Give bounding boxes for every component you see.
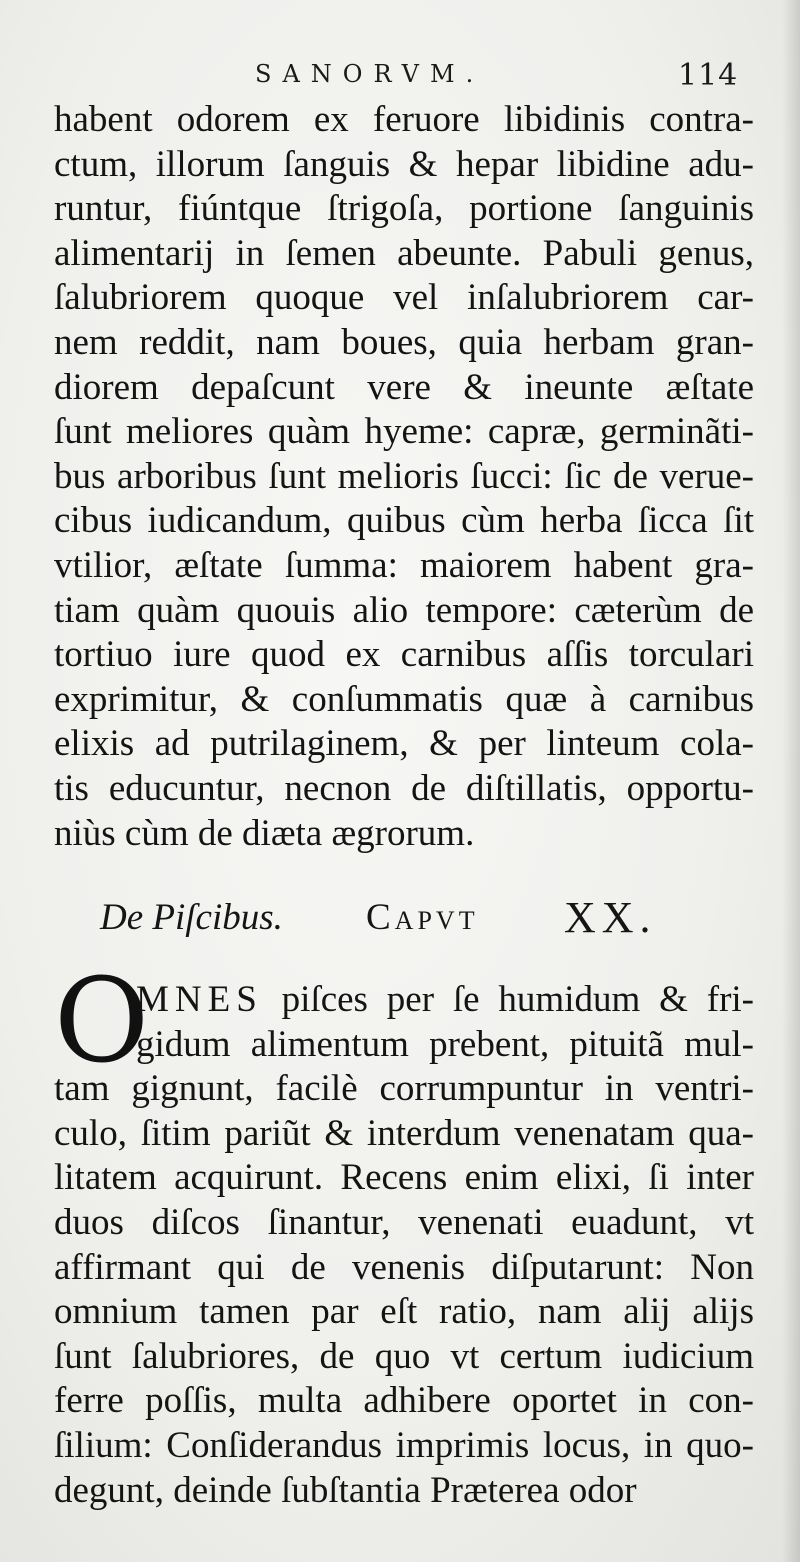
text-line: ſunt meliores quàm hyeme: capræ, germinãti- (54, 411, 754, 453)
text-line: niùs cùm de diæta ægrorum. (54, 812, 475, 854)
text-line: tortiuo iure quod ex carnibus aſſis torculari (54, 634, 754, 676)
page-header (0, 56, 800, 96)
text-line: exprimitur, & conſummatis quæ à carnibus (54, 678, 754, 720)
text-line: alimentarij in ſemen abeunte. Pabuli genus, (54, 232, 754, 274)
text-line: tiam quàm quouis alio tempore: cæterùm de (54, 589, 754, 631)
text-line: culo, ſitim pariũt & interdum venenatam qua- (54, 1112, 754, 1154)
text-line (54, 978, 754, 1023)
text-line: tis educuntur, necnon de diſtillatis, opportu- (54, 767, 754, 809)
text-line: ſalubriorem quoque vel inſalubriorem car- (54, 277, 754, 319)
text-line: diorem depaſcunt vere & ineunte æſtate (54, 366, 754, 408)
text-line: tam gignunt, facilè corrumpuntur in ventri- (54, 1068, 754, 1110)
chapter-label: Capvt (366, 897, 479, 938)
chapter-title: De Piſcibus. (100, 897, 283, 938)
text-line: litatem acquirunt. Recens enim elixi, ſi inter (54, 1157, 754, 1199)
text-line: gidum alimentum prebent, pituitã mul- (136, 1023, 754, 1065)
text-line: elixis ad putrilaginem, & per linteum cola- (54, 723, 754, 765)
page-gutter-shadow (782, 0, 800, 1562)
text-line: degunt, deinde ſubſtantia Præterea odor (54, 1469, 637, 1511)
first-word-caps: MNES (136, 979, 263, 1020)
chapter-heading (100, 888, 680, 944)
chapter-number: XX. (564, 893, 657, 942)
text-line: ferre poſſis, multa adhibere oportet in con- (54, 1380, 754, 1422)
first-line-rest: piſces per ſe humidum & fri- (262, 979, 754, 1020)
text-line: ſilium: Conſiderandus imprimis locus, in quo- (54, 1424, 754, 1466)
page-number: 114 (678, 58, 739, 93)
drop-cap-initial: O (54, 954, 150, 1089)
text-block-1 (54, 98, 754, 856)
text-line: ſunt ſalubriores, de quo vt certum iudicium (54, 1335, 754, 1377)
text-line: omnium tamen par eſt ratio, nam alij alijs (54, 1291, 754, 1333)
text-line: affirmant qui de venenis diſputarunt: Non (54, 1246, 754, 1288)
text-block-2 (54, 978, 754, 1513)
running-head: SANORVM. (255, 60, 485, 88)
text-line: vtilior, æſtate ſumma: maiorem habent gra- (54, 544, 754, 586)
text-line: cibus iudicandum, quibus cùm herba ſicca ſit (54, 500, 754, 542)
text-line: habent odorem ex feruore libidinis contra- (54, 99, 754, 140)
text-line: ctum, illorum ſanguis & hepar libidine adu- (54, 143, 754, 185)
text-line: nem reddit, nam boues, quia herbam gran- (54, 321, 754, 363)
text-line: duos diſcos ſinantur, venenati euadunt, vt (54, 1201, 754, 1243)
text-line: runtur, fiúntque ſtrigoſa, portione ſanguinis (54, 188, 754, 230)
text-line: bus arboribus ſunt melioris ſucci: ſic de verue- (54, 455, 754, 497)
